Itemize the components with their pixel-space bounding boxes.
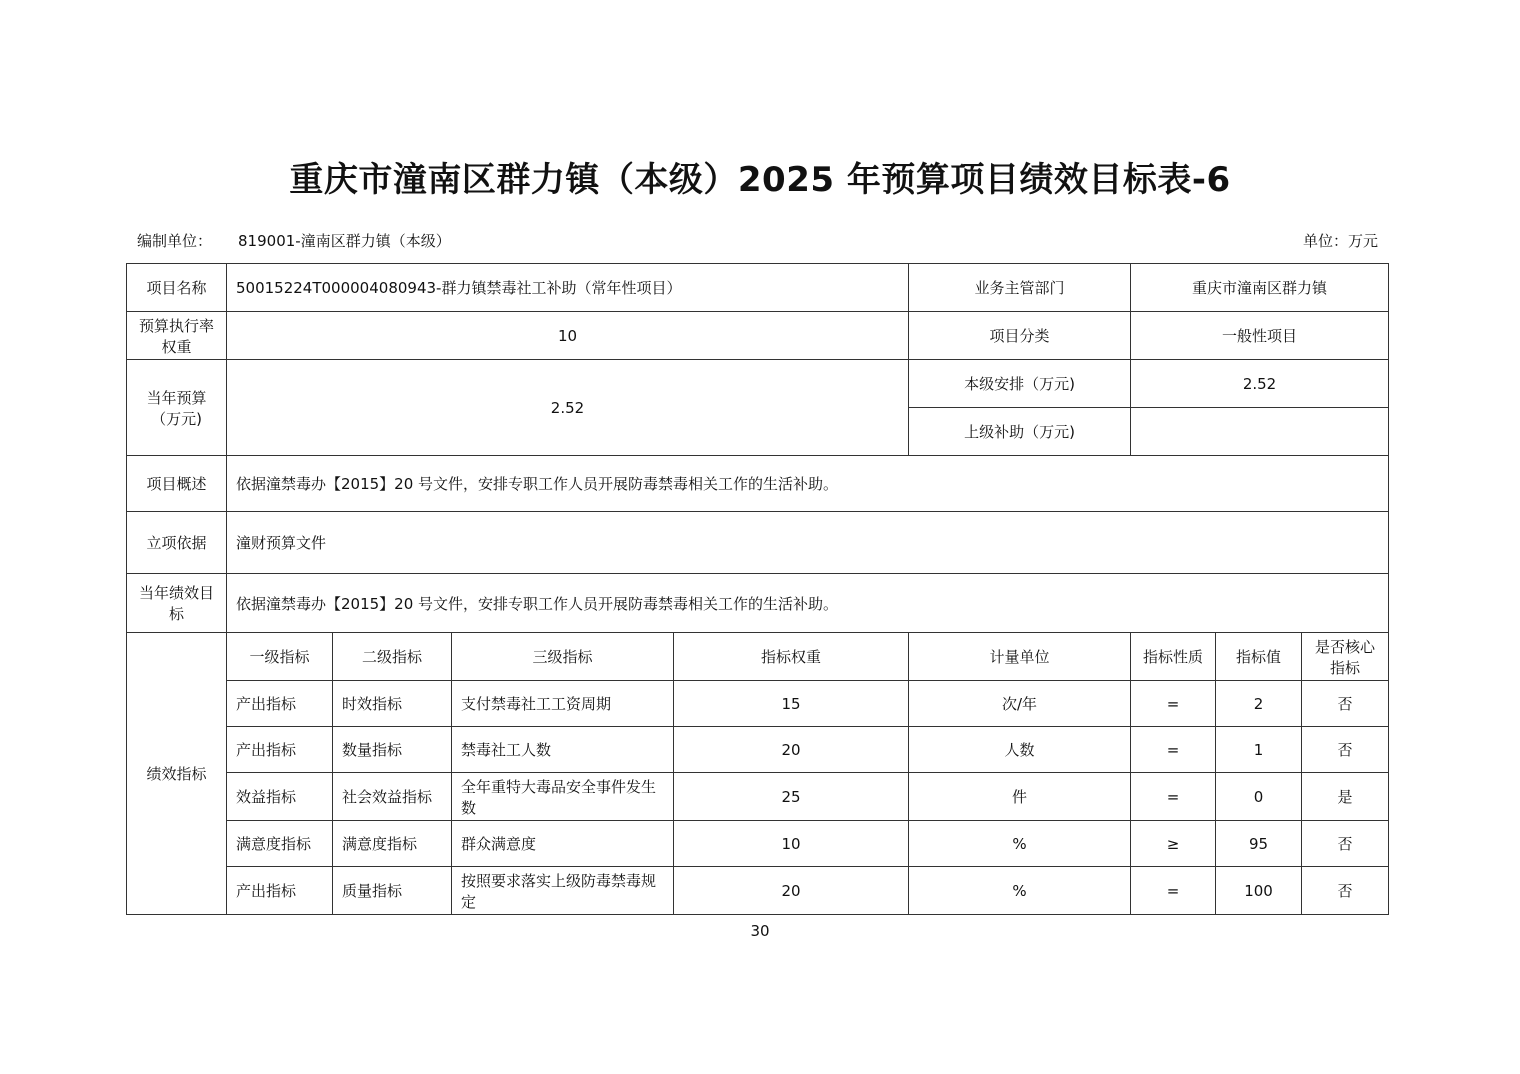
weight-cell: 20 [674, 727, 909, 773]
compiling-unit-label: 编制单位： [137, 232, 213, 250]
indicator-header: 指标值 [1216, 633, 1302, 681]
level2-cell: 时效指标 [333, 681, 452, 727]
dept-value: 重庆市潼南区群力镇 [1131, 264, 1389, 312]
weight-cell: 25 [674, 773, 909, 821]
core-cell: 否 [1302, 727, 1389, 773]
page-title: 重庆市潼南区群力镇（本级）2025 年预算项目绩效目标表-6 [289, 160, 1231, 200]
weight-cell: 15 [674, 681, 909, 727]
nature-cell: = [1131, 681, 1216, 727]
weight-label: 预算执行率权重 [127, 312, 227, 360]
weight-cell: 20 [674, 867, 909, 915]
level2-cell: 社会效益指标 [333, 773, 452, 821]
level2-cell: 满意度指标 [333, 821, 452, 867]
level1-cell: 产出指标 [227, 727, 333, 773]
indicator-header: 二级指标 [333, 633, 452, 681]
basis-value: 潼财预算文件 [227, 512, 1389, 574]
performance-table [126, 263, 1389, 915]
page-number: 30 [750, 922, 770, 940]
indicator-header: 一级指标 [227, 633, 333, 681]
indicator-header: 计量单位 [909, 633, 1131, 681]
unit-cell: 人数 [909, 727, 1131, 773]
value-cell: 95 [1216, 821, 1302, 867]
value-cell: 2 [1216, 681, 1302, 727]
weight-value: 10 [227, 312, 909, 360]
indicator-header: 指标权重 [674, 633, 909, 681]
core-cell: 否 [1302, 821, 1389, 867]
project-name-label: 项目名称 [127, 264, 227, 312]
core-cell: 是 [1302, 773, 1389, 821]
value-cell: 0 [1216, 773, 1302, 821]
level1-cell: 产出指标 [227, 867, 333, 915]
budget-label: 当年预算（万元) [127, 360, 227, 456]
table-row [127, 773, 1389, 821]
level1-cell: 产出指标 [227, 681, 333, 727]
indicator-header: 指标性质 [1131, 633, 1216, 681]
compiling-unit [137, 230, 451, 251]
unit-cell: % [909, 867, 1131, 915]
superior-subsidy-label: 上级补助（万元) [909, 408, 1131, 456]
table-row [127, 867, 1389, 915]
level3-cell: 全年重特大毒品安全事件发生数 [452, 773, 674, 821]
table-row [127, 681, 1389, 727]
level3-cell: 群众满意度 [452, 821, 674, 867]
category-label: 项目分类 [909, 312, 1131, 360]
indicator-header: 是否核心指标 [1302, 633, 1389, 681]
goal-value: 依据潼禁毒办【2015】20 号文件，安排专职工作人员开展防毒禁毒相关工作的生活补助。 [227, 574, 1389, 633]
budget-value: 2.52 [227, 360, 909, 456]
table-row [127, 821, 1389, 867]
goal-label: 当年绩效目标 [127, 574, 227, 633]
level3-cell: 支付禁毒社工工资周期 [452, 681, 674, 727]
core-cell: 否 [1302, 681, 1389, 727]
dept-label: 业务主管部门 [909, 264, 1131, 312]
unit-cell: 件 [909, 773, 1131, 821]
nature-cell: ≥ [1131, 821, 1216, 867]
level1-cell: 满意度指标 [227, 821, 333, 867]
compiling-unit-value: 819001-潼南区群力镇（本级） [238, 232, 451, 250]
overview-value: 依据潼禁毒办【2015】20 号文件，安排专职工作人员开展防毒禁毒相关工作的生活补助。 [227, 456, 1389, 512]
level2-cell: 数量指标 [333, 727, 452, 773]
indicator-header: 三级指标 [452, 633, 674, 681]
basis-label: 立项依据 [127, 512, 227, 574]
unit-cell: 次/年 [909, 681, 1131, 727]
superior-subsidy-value [1131, 408, 1389, 456]
level3-cell: 禁毒社工人数 [452, 727, 674, 773]
nature-cell: = [1131, 867, 1216, 915]
category-value: 一般性项目 [1131, 312, 1389, 360]
value-cell: 1 [1216, 727, 1302, 773]
level2-cell: 质量指标 [333, 867, 452, 915]
project-name-value: 50015224T000004080943-群力镇禁毒社工补助（常年性项目） [227, 264, 909, 312]
nature-cell: = [1131, 773, 1216, 821]
overview-label: 项目概述 [127, 456, 227, 512]
unit-cell: % [909, 821, 1131, 867]
level1-cell: 效益指标 [227, 773, 333, 821]
weight-cell: 10 [674, 821, 909, 867]
core-cell: 否 [1302, 867, 1389, 915]
value-cell: 100 [1216, 867, 1302, 915]
nature-cell: = [1131, 727, 1216, 773]
local-budget-value: 2.52 [1131, 360, 1389, 408]
local-budget-label: 本级安排（万元) [909, 360, 1131, 408]
table-row [127, 727, 1389, 773]
indicators-section-label: 绩效指标 [127, 633, 227, 915]
money-unit: 单位：万元 [1302, 232, 1378, 250]
level3-cell: 按照要求落实上级防毒禁毒规定 [452, 867, 674, 915]
